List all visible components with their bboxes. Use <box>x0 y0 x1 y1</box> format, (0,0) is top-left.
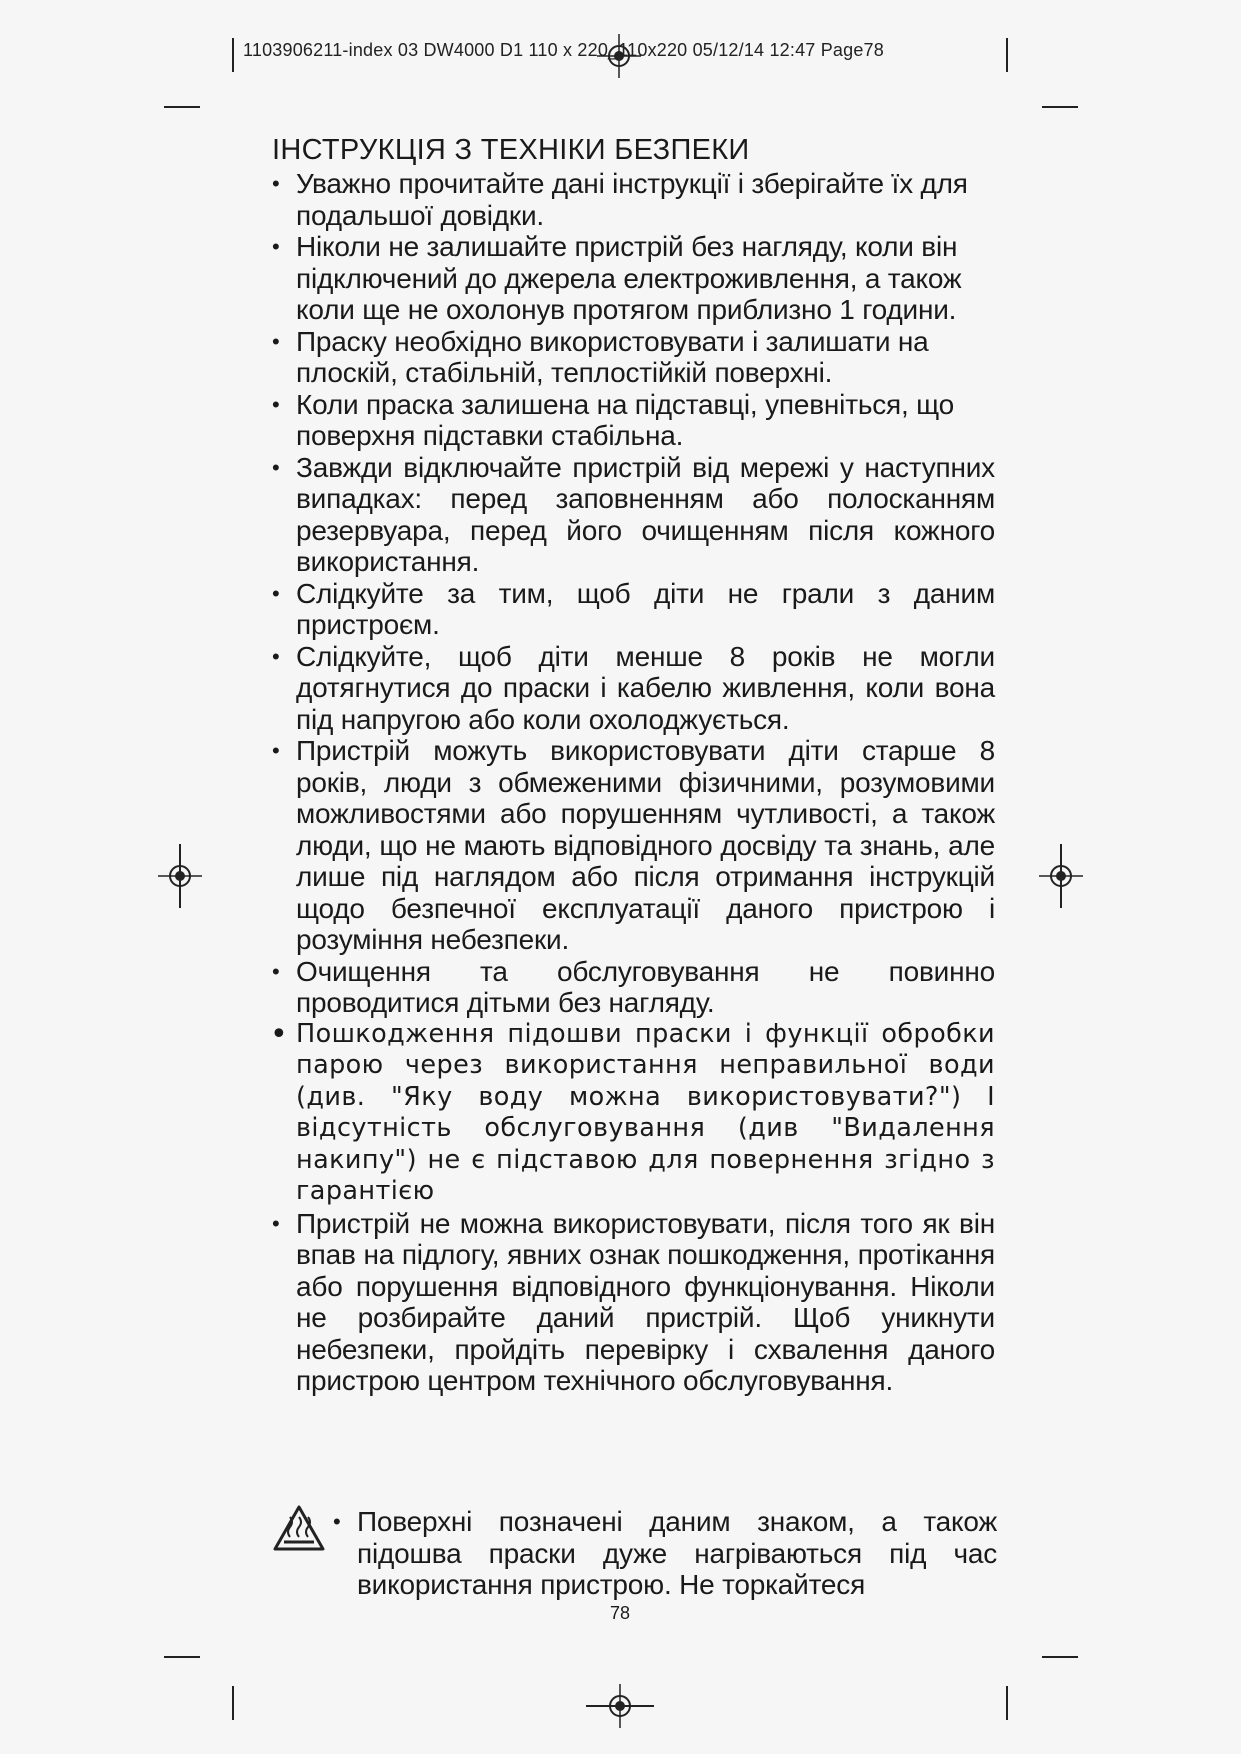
crop-mark <box>1042 106 1078 108</box>
print-slug: 1103906211-index 03 DW4000 D1 110 x 220_110x220 05/12/14 12:47 Page78 <box>243 40 884 60</box>
crop-mark <box>1006 38 1008 72</box>
crop-mark <box>164 106 200 108</box>
crop-mark <box>1006 1686 1008 1720</box>
registration-mark-icon <box>158 854 202 898</box>
list-item: • Очищення та обслуговування не повинно проводитися дітьми без нагляду. <box>270 956 995 1019</box>
list-item: • Пристрій не можна використовувати, після того як він впав на підлогу, явних ознак пошкодження, протікання або порушення відповідного функціонування. Ніколи не розбирайте даний пристрій. Щоб уникнути небезпеки, пройдіть перевірку і схвалення даного пристрою центром технічного обслуговування. <box>270 1208 995 1397</box>
list-item-hot-surface: • Поверхні позначені даним знаком, а також підошва праски дуже нагріваються під час використання пристрою. Не торкайтеся <box>357 1506 997 1601</box>
list-item: • Ніколи не залишайте пристрій без нагляду, коли він підключений до джерела електроживлення, а також коли ще не охолонув протягом приблизно 1 години. <box>270 231 995 326</box>
safety-instructions-list <box>270 168 995 1397</box>
crop-mark <box>1042 1656 1078 1658</box>
list-item: • Праску необхідно використовувати і залишати на плоскій, стабільній, теплостійкій поверхні. <box>270 326 995 389</box>
crop-mark <box>232 38 234 72</box>
list-item: • Завжди відключайте пристрій від мережі у наступних випадках: перед заповненням або полосканням резервуара, перед його очищенням після кожного використання. <box>270 452 995 578</box>
crop-mark <box>232 1686 234 1720</box>
crop-mark <box>164 1656 200 1658</box>
registration-mark-icon <box>1039 854 1083 898</box>
hot-surface-warning-icon <box>272 1504 326 1552</box>
page-title: ІНСТРУКЦІЯ З ТЕХНІКИ БЕЗПЕКИ <box>272 134 750 166</box>
list-item: • Коли праска залишена на підставці, упевніться, що поверхня підставки стабільна. <box>270 389 995 452</box>
list-item: • Пристрій можуть використовувати діти старше 8 років, люди з обмеженими фізичними, розумовими можливостями або порушенням чутливості, а також люди, що не мають відповідного досвіду та знань, але лише під наглядом або після отримання інструкцій щодо безпечної експлуатації даного пристрою і розуміння небезпеки. <box>270 735 995 956</box>
list-item: • Слідкуйте, щоб діти менше 8 років не могли дотягнутися до праски і кабелю живлення, коли вона під напругою або коли охолоджується. <box>270 641 995 736</box>
page-number: 78 <box>609 1603 631 1623</box>
list-item: • Слідкуйте за тим, щоб діти не грали з даним пристроєм. <box>270 578 995 641</box>
list-item: • Уважно прочитайте дані інструкції і зберігайте їх для подальшої довідки. <box>270 168 995 231</box>
list-item-warranty: • Пошкодження підошви праски і функції обробки парою через використання неправильної води (див. "Яку воду можна використовувати?") І відсутність обслуговування (див "Видалення накипу") не є підставою для повернення згідно з гарантією <box>270 1019 995 1208</box>
registration-mark-icon <box>598 1684 642 1728</box>
